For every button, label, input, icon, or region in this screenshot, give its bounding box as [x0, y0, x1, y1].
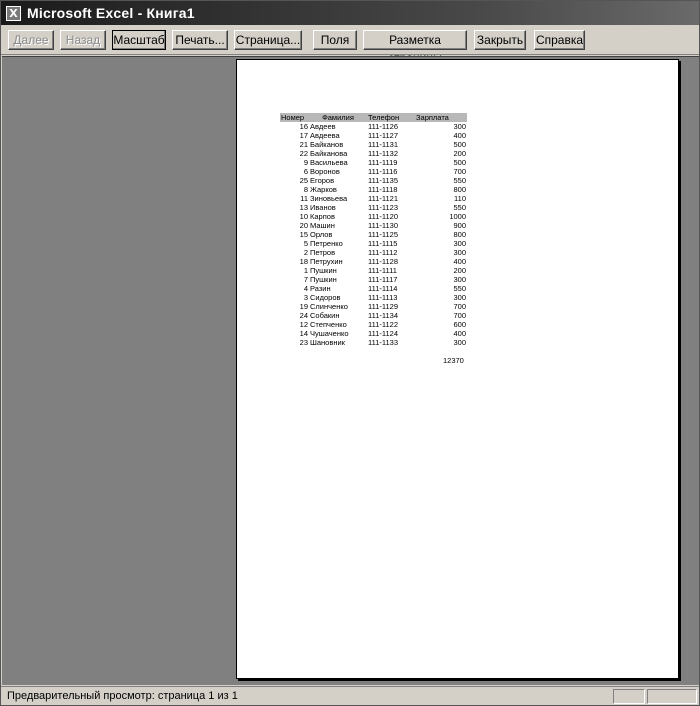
- cell-salary: 400: [453, 131, 466, 140]
- cell-salary: 1000: [449, 212, 466, 221]
- table-row: [280, 149, 467, 158]
- cell-number: 3: [303, 293, 308, 302]
- cell-number: 2: [303, 248, 308, 257]
- cell-surname: Пушкин: [310, 275, 337, 284]
- cell-surname: Байканов: [310, 140, 344, 149]
- cell-salary: 600: [453, 320, 466, 329]
- cell-surname: Зиновьева: [310, 194, 348, 203]
- page-setup-button[interactable]: Страница...: [234, 30, 302, 50]
- table-row: [280, 284, 467, 293]
- header-surname: Фамилия: [309, 113, 367, 122]
- window-title: Microsoft Excel - Книга1: [27, 5, 195, 21]
- cell-number: 16: [299, 122, 308, 131]
- cell-number: 12: [299, 320, 308, 329]
- header-phone: Телефон: [367, 113, 415, 122]
- header-number: Номер: [280, 113, 309, 122]
- cell-phone: 111-1117: [368, 275, 398, 284]
- cell-phone: 111-1124: [368, 329, 399, 338]
- table-row: [280, 230, 467, 239]
- status-panel: [613, 689, 645, 704]
- status-panel: [647, 689, 697, 704]
- data-table: [280, 113, 467, 347]
- cell-phone: 111-1115: [368, 239, 398, 248]
- cell-surname: Собакин: [310, 311, 340, 320]
- cell-surname: Байканова: [310, 149, 348, 158]
- cell-surname: Петрухин: [310, 257, 343, 266]
- cell-phone: 111-1111: [368, 266, 397, 275]
- table-row: [280, 266, 467, 275]
- cell-number: 24: [299, 311, 308, 320]
- table-row: [280, 176, 467, 185]
- table-row: [280, 212, 467, 221]
- cell-number: 22: [299, 149, 308, 158]
- cell-number: 19: [299, 302, 308, 311]
- cell-surname: Иванов: [310, 203, 336, 212]
- cell-surname: Карпов: [310, 212, 335, 221]
- preview-toolbar: [1, 25, 699, 55]
- cell-salary: 550: [453, 203, 466, 212]
- header-salary: Зарплата: [415, 113, 467, 122]
- cell-surname: Авдеева: [310, 131, 340, 140]
- cell-number: 9: [303, 158, 308, 167]
- cell-salary: 550: [453, 176, 466, 185]
- table-row: [280, 122, 467, 131]
- table-row: [280, 338, 467, 347]
- next-button[interactable]: Далее: [8, 30, 54, 50]
- cell-phone: 111-1135: [368, 176, 399, 185]
- cell-surname: Чушаченко: [310, 329, 349, 338]
- cell-surname: Машин: [310, 221, 335, 230]
- cell-phone: 111-1133: [368, 338, 399, 347]
- close-button[interactable]: Закрыть: [474, 30, 526, 50]
- cell-salary: 300: [453, 239, 466, 248]
- cell-number: 11: [300, 194, 308, 203]
- salary-total: 12370: [443, 356, 464, 365]
- cell-salary: 700: [453, 167, 466, 176]
- table-row: [280, 140, 467, 149]
- cell-surname: Сидоров: [310, 293, 341, 302]
- cell-phone: 111-1131: [368, 140, 399, 149]
- cell-phone: 111-1126: [368, 122, 399, 131]
- prev-button[interactable]: Назад: [60, 30, 106, 50]
- cell-phone: 111-1114: [368, 284, 398, 293]
- cell-number: 5: [303, 239, 308, 248]
- title-bar[interactable]: [1, 1, 699, 25]
- table-row: [280, 320, 467, 329]
- cell-number: 15: [299, 230, 308, 239]
- cell-phone: 111-1129: [368, 302, 399, 311]
- table-row: [280, 194, 467, 203]
- cell-salary: 110: [454, 194, 466, 203]
- cell-number: 20: [299, 221, 308, 230]
- cell-number: 23: [299, 338, 308, 347]
- cell-number: 17: [299, 131, 308, 140]
- table-row: [280, 221, 467, 230]
- cell-number: 4: [303, 284, 308, 293]
- cell-salary: 900: [453, 221, 466, 230]
- cell-salary: 300: [453, 122, 466, 131]
- table-row: [280, 167, 467, 176]
- cell-salary: 300: [453, 248, 466, 257]
- cell-phone: 111-1127: [368, 131, 399, 140]
- cell-phone: 111-1121: [368, 194, 399, 203]
- cell-surname: Воронов: [310, 167, 340, 176]
- cell-salary: 550: [453, 284, 466, 293]
- cell-phone: 111-1118: [368, 185, 398, 194]
- cell-phone: 111-1132: [368, 149, 399, 158]
- cell-phone: 111-1134: [368, 311, 399, 320]
- cell-salary: 300: [453, 338, 466, 347]
- cell-phone: 111-1122: [368, 320, 399, 329]
- status-bar: [1, 686, 699, 705]
- margins-button[interactable]: Поля: [313, 30, 357, 50]
- cell-surname: Разин: [310, 284, 331, 293]
- cell-phone: 111-1128: [368, 257, 399, 266]
- cell-surname: Слинченко: [310, 302, 348, 311]
- cell-phone: 111-1120: [368, 212, 399, 221]
- cell-surname: Петров: [310, 248, 336, 257]
- table-row: [280, 311, 467, 320]
- help-button[interactable]: Справка: [534, 30, 585, 50]
- table-row: [280, 158, 467, 167]
- table-row: [280, 203, 467, 212]
- cell-number: 18: [299, 257, 308, 266]
- cell-salary: 400: [453, 257, 466, 266]
- cell-number: 1: [303, 266, 308, 275]
- table-row: [280, 239, 467, 248]
- cell-surname: Петренко: [310, 239, 343, 248]
- table-row: [280, 329, 467, 338]
- cell-number: 10: [299, 212, 308, 221]
- cell-salary: 300: [453, 293, 466, 302]
- table-row: [280, 257, 467, 266]
- cell-phone: 111-1119: [368, 158, 398, 167]
- table-header-row: [280, 113, 467, 122]
- table-row: [280, 275, 467, 284]
- cell-surname: Орлов: [310, 230, 333, 239]
- cell-surname: Шановник: [310, 338, 345, 347]
- cell-phone: 111-1112: [368, 248, 398, 257]
- table-row: [280, 302, 467, 311]
- cell-surname: Авдеев: [310, 122, 336, 131]
- cell-surname: Степченко: [310, 320, 347, 329]
- cell-salary: 700: [453, 302, 466, 311]
- cell-number: 14: [299, 329, 308, 338]
- table-row: [280, 131, 467, 140]
- cell-number: 8: [303, 185, 308, 194]
- page-break-preview-button[interactable]: Разметка: [363, 30, 467, 50]
- cell-phone: 111-1116: [368, 167, 398, 176]
- table-row: [280, 248, 467, 257]
- cell-number: 13: [299, 203, 308, 212]
- table-body: [280, 122, 467, 347]
- print-button[interactable]: Печать...: [172, 30, 228, 50]
- cell-salary: 500: [453, 140, 466, 149]
- cell-phone: 111-1123: [368, 203, 399, 212]
- cell-salary: 200: [453, 266, 466, 275]
- cell-phone: 111-1113: [368, 293, 398, 302]
- cell-salary: 400: [453, 329, 466, 338]
- cell-phone: 111-1125: [368, 230, 399, 239]
- cell-surname: Жарков: [310, 185, 337, 194]
- table-row: [280, 185, 467, 194]
- cell-number: 21: [299, 140, 308, 149]
- cell-salary: 800: [453, 230, 466, 239]
- preview-area[interactable]: [2, 56, 699, 685]
- cell-phone: 111-1130: [368, 221, 399, 230]
- cell-surname: Егоров: [310, 176, 335, 185]
- cell-number: 7: [303, 275, 308, 284]
- excel-icon[interactable]: X: [6, 6, 21, 21]
- zoom-button[interactable]: Масштаб: [112, 30, 166, 50]
- cell-number: 6: [303, 167, 308, 176]
- status-text: Предварительный просмотр: страница 1 из 1: [7, 690, 238, 702]
- cell-salary: 700: [453, 311, 466, 320]
- cell-salary: 300: [453, 275, 466, 284]
- cell-salary: 200: [453, 149, 466, 158]
- page-preview[interactable]: [236, 59, 679, 679]
- cell-surname: Васильева: [310, 158, 348, 167]
- cell-salary: 500: [453, 158, 466, 167]
- cell-number: 25: [299, 176, 308, 185]
- cell-salary: 800: [453, 185, 466, 194]
- table-row: [280, 293, 467, 302]
- cell-surname: Пушкин: [310, 266, 337, 275]
